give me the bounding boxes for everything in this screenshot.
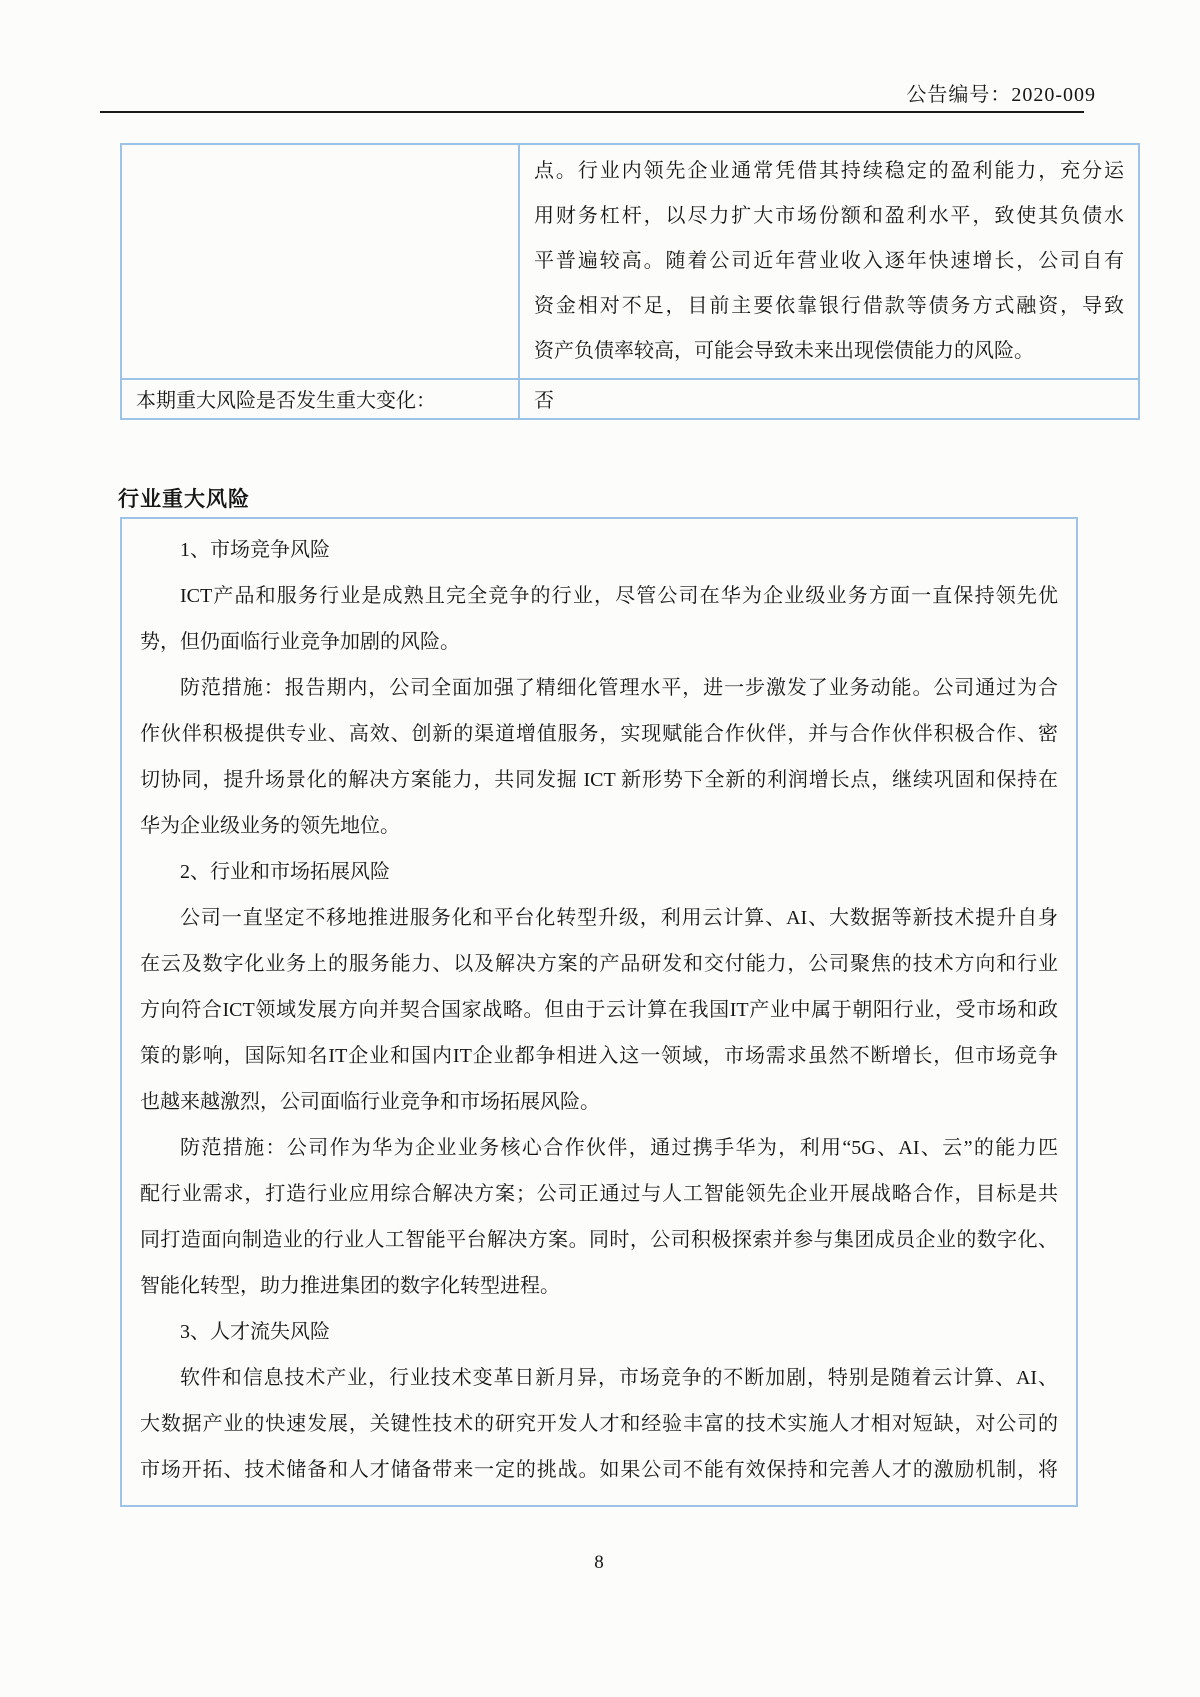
text-line: 防范措施：公司作为华为企业业务核心合作伙伴，通过携手华为，利用“5G、AI、云”的能力匹 — [180, 1137, 1058, 1159]
text-line: 公司一直坚定不移地推进服务化和平台化转型升级，利用云计算、AI、大数据等新技术提升自身 — [180, 907, 1058, 929]
header-divider — [100, 111, 1084, 113]
section-title-industry-risk: 行业重大风险 — [118, 487, 250, 511]
text-line: 软件和信息技术产业，行业技术变革日新月异，市场竞争的不断加剧，特别是随着云计算、AI、 — [180, 1367, 1058, 1389]
text-line: 资金相对不足，目前主要依靠银行借款等债务方式融资，导致 — [534, 295, 1124, 317]
text-line: 平普遍较高。随着公司近年营业收入逐年快速增长，公司自有 — [534, 250, 1124, 272]
text-line: 也越来越激烈，公司面临行业竞争和市场拓展风险。 — [140, 1091, 600, 1113]
text-line: 大数据产业的快速发展，关键性技术的研究开发人才和经验丰富的技术实施人才相对短缺，对公司的 — [140, 1413, 1058, 1435]
text-line: 市场开拓、技术储备和人才储备带来一定的挑战。如果公司不能有效保持和完善人才的激励机制，将 — [140, 1459, 1058, 1481]
text-line: 2、行业和市场拓展风险 — [180, 861, 390, 883]
text-line: 策的影响，国际知名IT企业和国内IT企业都争相进入这一领域，市场需求虽然不断增长，但市场竞争 — [140, 1045, 1058, 1067]
text-line: 作伙伴积极提供专业、高效、创新的渠道增值服务，实现赋能合作伙伴，并与合作伙伴积极合作、密 — [140, 723, 1058, 745]
risk-summary-table — [120, 143, 1140, 420]
text-line: 华为企业级业务的领先地位。 — [140, 815, 400, 837]
table-row — [121, 144, 1139, 379]
text-line: 势，但仍面临行业竞争加剧的风险。 — [140, 631, 460, 653]
text-line: 1、市场竞争风险 — [180, 539, 330, 561]
text-line: 资产负债率较高，可能会导致未来出现偿债能力的风险。 — [534, 340, 1034, 362]
risk-table-description-cell — [519, 144, 1139, 379]
risk-change-label: 本期重大风险是否发生重大变化： — [121, 379, 519, 419]
text-line: 3、人才流失风险 — [180, 1321, 330, 1343]
risk-table-left-cell-empty — [121, 144, 519, 379]
page-number: 8 — [594, 1552, 604, 1573]
text-line: 方向符合ICT领域发展方向并契合国家战略。但由于云计算在我国IT产业中属于朝阳行业，受市场和政 — [140, 999, 1058, 1021]
text-line: 切协同，提升场景化的解决方案能力，共同发掘 ICT 新形势下全新的利润增长点，继续巩固和保持在 — [140, 769, 1058, 791]
text-line: ICT产品和服务行业是成熟且完全竞争的行业，尽管公司在华为企业级业务方面一直保持领先优 — [180, 585, 1058, 607]
text-line: 用财务杠杆，以尽力扩大市场份额和盈利水平，致使其负债水 — [534, 205, 1124, 227]
text-line: 同打造面向制造业的行业人工智能平台解决方案。同时，公司积极探索并参与集团成员企业的数字化、 — [140, 1229, 1058, 1251]
industry-risk-content-box — [120, 517, 1078, 1507]
announcement-number: 公告编号：2020-009 — [906, 84, 1096, 106]
text-line: 配行业需求，打造行业应用综合解决方案；公司正通过与人工智能领先企业开展战略合作，目标是共 — [140, 1183, 1058, 1205]
text-line: 在云及数字化业务上的服务能力、以及解决方案的产品研发和交付能力，公司聚焦的技术方向和行业 — [140, 953, 1058, 975]
text-line: 防范措施：报告期内，公司全面加强了精细化管理水平，进一步激发了业务动能。公司通过为合 — [180, 677, 1058, 699]
risk-change-value: 否 — [519, 379, 1139, 419]
text-line: 智能化转型，助力推进集团的数字化转型进程。 — [140, 1275, 560, 1297]
text-line: 点。行业内领先企业通常凭借其持续稳定的盈利能力，充分运 — [534, 160, 1124, 182]
table-row — [121, 379, 1139, 419]
